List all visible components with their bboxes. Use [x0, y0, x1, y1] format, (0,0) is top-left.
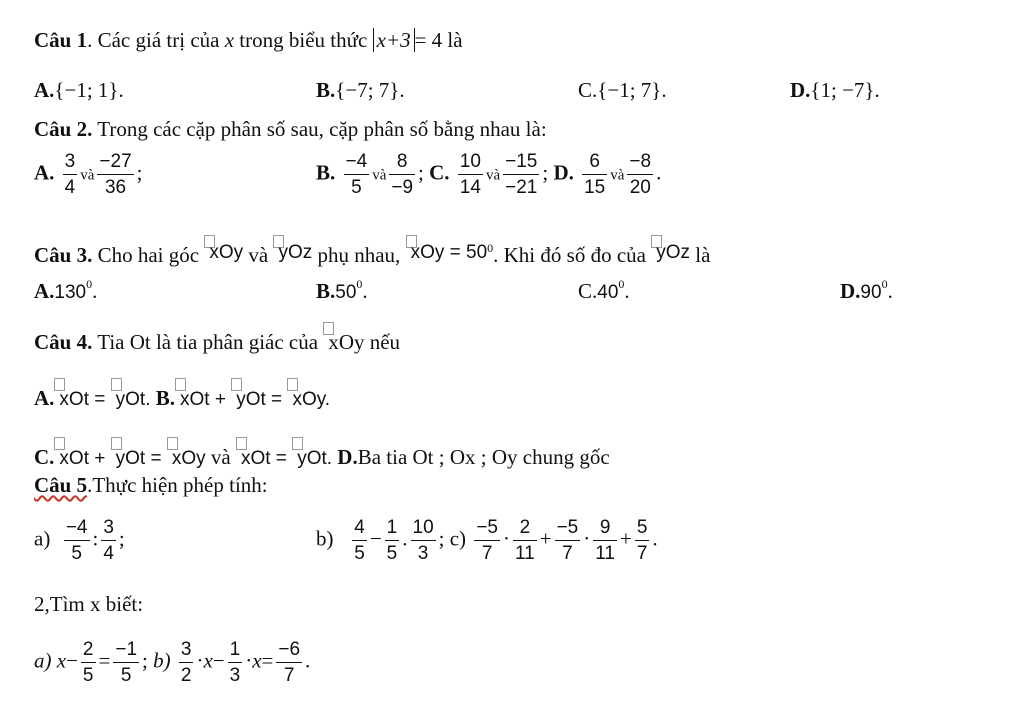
- fraction-den: 7: [481, 543, 493, 564]
- fraction: [582, 152, 607, 197]
- angle-label: xOt: [59, 448, 89, 469]
- degree-sign: 0: [881, 277, 888, 291]
- q3-text2: và: [243, 243, 274, 267]
- fraction-num: −4: [344, 152, 370, 175]
- degree-sign: 0: [487, 241, 494, 255]
- fraction-num: 10: [411, 518, 436, 541]
- degree-sign: 0: [618, 277, 625, 291]
- q4-text2: nếu: [364, 330, 401, 354]
- op: .: [402, 526, 408, 551]
- fraction: [555, 518, 581, 563]
- degree-sign: 0: [356, 277, 363, 291]
- q3-text3: phụ nhau,: [312, 243, 406, 267]
- q1-label: Câu 1: [34, 28, 88, 52]
- fraction-den: 14: [459, 177, 481, 198]
- q3-angle1: xOy: [209, 242, 244, 263]
- fraction-num: 2: [81, 640, 96, 663]
- fraction: [411, 518, 436, 563]
- q1-text3: là: [442, 28, 463, 52]
- punct: ;: [418, 160, 424, 185]
- fraction-den: 2: [180, 665, 192, 686]
- q3-option-b-value: 50: [335, 282, 357, 303]
- q1-abs-expr: x+3: [373, 28, 415, 52]
- op: +: [539, 526, 552, 551]
- punct: .: [887, 279, 893, 303]
- q1-rhs: = 4: [414, 28, 443, 52]
- fraction-num: −1: [113, 640, 139, 663]
- fraction: [97, 152, 133, 197]
- fraction-num: −15: [503, 152, 539, 175]
- q1-option-a-letter: A.: [34, 78, 55, 102]
- punct: .: [624, 279, 630, 303]
- var-x: x: [203, 648, 213, 673]
- q3-option-d: [840, 278, 893, 302]
- q1-option-c-value: {−1; 7}.: [597, 78, 667, 102]
- fraction-num: 5: [635, 518, 650, 541]
- op: +: [209, 389, 232, 410]
- fraction-den: 3: [417, 543, 429, 564]
- q1-option-d-value: {1; −7}.: [810, 78, 880, 102]
- fraction-den: −9: [391, 177, 414, 198]
- fraction-den: 7: [283, 665, 295, 686]
- fraction: [503, 152, 539, 197]
- punct: .: [656, 160, 662, 185]
- q1-option-d: [790, 80, 880, 101]
- op: ·: [502, 526, 510, 551]
- conj: và: [372, 167, 387, 184]
- conj: và: [205, 445, 236, 469]
- q1-option-b-letter: B.: [316, 78, 336, 102]
- degree-sign: 0: [86, 277, 93, 291]
- q4-label: Câu 4.: [34, 330, 93, 354]
- fraction-num: 3: [179, 640, 194, 663]
- op: =: [88, 389, 111, 410]
- punct: .: [362, 279, 368, 303]
- angle-label: xOt: [180, 389, 210, 410]
- fraction-num: 1: [228, 640, 243, 663]
- fraction: [113, 640, 139, 685]
- angle-label: xOt: [240, 448, 271, 469]
- fraction-den: 5: [386, 543, 398, 564]
- fraction: [344, 152, 370, 197]
- fraction: [627, 152, 653, 197]
- fraction: [458, 152, 483, 197]
- q4-option-c-letter: C.: [34, 445, 55, 469]
- fraction-den: 7: [636, 543, 648, 564]
- q2-option-a-letter: A.: [34, 160, 55, 185]
- op: =: [145, 448, 167, 469]
- fraction: [474, 518, 500, 563]
- fraction: [81, 640, 96, 685]
- punct: ;: [136, 160, 143, 185]
- q5-a-label: a): [34, 526, 51, 551]
- q1-option-a-value: {−1; 1}.: [54, 78, 124, 102]
- fraction-den: 5: [82, 665, 94, 686]
- fraction-num: 2: [513, 518, 537, 541]
- punct: .: [92, 279, 98, 303]
- punct: ;: [438, 526, 445, 551]
- q1-option-b-value: {−7; 7}.: [335, 78, 405, 102]
- op: :: [92, 526, 99, 551]
- q4-stem: [34, 322, 400, 353]
- angle-label: yOt.: [115, 389, 151, 410]
- q3-option-b: [316, 278, 368, 302]
- q5-stem: [34, 475, 268, 496]
- angle-label: xOy: [171, 448, 206, 469]
- q1-stem: [34, 30, 463, 51]
- q3-text1: Cho hai góc: [92, 243, 205, 267]
- q4-option-a-letter: A.: [34, 386, 55, 410]
- fraction-num: 4: [352, 518, 367, 541]
- q2-stem: [34, 119, 547, 140]
- fraction-num: −5: [474, 518, 500, 541]
- fraction-num: −6: [276, 640, 302, 663]
- q4-option-b-letter: B.: [155, 386, 175, 410]
- var-x: x: [56, 648, 67, 673]
- op: +: [619, 526, 632, 551]
- conj: và: [80, 167, 95, 184]
- q2-option-a: [34, 152, 143, 197]
- fraction-den: 11: [595, 543, 615, 564]
- q3-option-d-value: 90: [860, 282, 882, 303]
- fraction-den: 15: [584, 177, 606, 198]
- conj: và: [610, 167, 625, 184]
- op: =: [98, 648, 111, 673]
- angle-label: yOt: [115, 448, 146, 469]
- fraction: [276, 640, 302, 685]
- q5-b-label: b): [316, 526, 334, 551]
- q1-option-d-letter: D.: [790, 78, 811, 102]
- fraction-num: 9: [593, 518, 617, 541]
- q2-option-b-letter: B.: [316, 160, 336, 185]
- fraction: [385, 518, 400, 563]
- op: −: [66, 648, 78, 673]
- op: +: [88, 448, 111, 469]
- q2-options-bcd: [316, 152, 661, 197]
- op: ·: [245, 648, 253, 673]
- fraction-num: 3: [101, 518, 116, 541]
- angle-label: yOt.: [297, 448, 333, 469]
- punct: ;: [542, 160, 549, 185]
- q4-options-ab: [34, 378, 330, 409]
- fraction-num: −5: [555, 518, 581, 541]
- fraction: [513, 518, 537, 563]
- op: −: [369, 526, 382, 551]
- q3-option-a: [34, 278, 97, 302]
- q2-option-c-letter: C.: [429, 160, 450, 185]
- fraction: [593, 518, 617, 563]
- q3-angle3: xOy: [410, 242, 445, 263]
- part2-a-label: a): [34, 648, 52, 673]
- fraction-num: 8: [389, 152, 415, 175]
- fraction: [179, 640, 194, 685]
- q4-option-d-letter: D.: [337, 445, 358, 469]
- op: −: [212, 648, 225, 673]
- fraction: [63, 152, 78, 197]
- q1-option-c-letter: C.: [578, 78, 598, 102]
- angle-label: xOt: [59, 389, 89, 410]
- q1-text2: trong biểu thức: [234, 28, 373, 52]
- fraction-num: 3: [63, 152, 78, 175]
- fraction-den: 3: [229, 665, 241, 686]
- op: ·: [583, 526, 591, 551]
- q3-eq: = 50: [444, 242, 488, 263]
- q3-option-d-letter: D.: [840, 279, 861, 303]
- punct: ;: [118, 526, 125, 551]
- conj: và: [485, 167, 501, 184]
- op: =: [270, 448, 293, 469]
- fraction-den: 5: [351, 177, 362, 198]
- q3-option-b-letter: B.: [316, 279, 336, 303]
- op: ·: [196, 648, 204, 673]
- q5-c-label: c): [449, 526, 467, 551]
- part2-b-label: b): [153, 648, 171, 673]
- fraction-num: −27: [97, 152, 133, 175]
- fraction: [64, 518, 90, 563]
- fraction-num: 6: [582, 152, 607, 175]
- fraction: [635, 518, 650, 563]
- part2-equations: [34, 640, 310, 685]
- q3-angle2: yOz: [278, 242, 313, 263]
- fraction-den: 5: [120, 665, 132, 686]
- fraction-den: 20: [629, 177, 651, 198]
- q5-part-bc: [316, 518, 658, 563]
- fraction-den: 5: [354, 543, 365, 564]
- q3-option-c: [578, 278, 630, 302]
- fraction-den: 7: [562, 543, 573, 564]
- fraction: [101, 518, 116, 563]
- fraction-den: 4: [103, 543, 114, 564]
- q1-option-c: [578, 80, 667, 101]
- fraction: [228, 640, 243, 685]
- q3-option-a-value: 130: [54, 282, 87, 303]
- q3-text5: là: [690, 243, 711, 267]
- fraction-num: −8: [627, 152, 653, 175]
- var-x: x: [252, 648, 262, 673]
- fraction: [352, 518, 367, 563]
- op: =: [261, 648, 274, 673]
- q1-option-a: [34, 80, 124, 101]
- q4-text: Tia Ot là tia phân giác của: [92, 330, 324, 354]
- q2-label: Câu 2.: [34, 117, 93, 141]
- q1-option-b: [316, 80, 405, 101]
- q2-text: Trong các cặp phân số sau, cặp phân số bằng nhau là:: [92, 117, 547, 141]
- q3-stem: [34, 235, 710, 266]
- q3-angle4: yOz: [656, 242, 690, 263]
- q1-var: x: [224, 28, 235, 52]
- q5-label: Câu 5: [34, 473, 88, 497]
- q3-option-a-letter: A.: [34, 279, 55, 303]
- q2-option-d-letter: D.: [553, 160, 574, 185]
- q4-angle: xOy: [328, 330, 365, 354]
- punct: .: [652, 526, 658, 551]
- punct: ;: [142, 648, 148, 673]
- part2-title: 2,Tìm x biết:: [34, 592, 144, 616]
- q5-title: .Thực hiện phép tính:: [87, 473, 268, 497]
- q5-part-a: [34, 518, 125, 563]
- fraction-den: 11: [514, 543, 535, 564]
- angle-label: xOy.: [292, 389, 331, 410]
- fraction-num: −4: [64, 518, 90, 541]
- q3-text4: . Khi đó số đo của: [493, 243, 652, 267]
- fraction-den: −21: [505, 177, 538, 198]
- punct: .: [305, 648, 311, 673]
- fraction-den: 5: [71, 543, 82, 564]
- q3-label: Câu 3.: [34, 243, 93, 267]
- q4-options-cd: [34, 437, 610, 468]
- op: =: [265, 389, 288, 410]
- fraction-num: 10: [458, 152, 483, 175]
- q1-text: . Các giá trị của: [87, 28, 225, 52]
- q3-option-c-letter: C.: [578, 279, 598, 303]
- fraction-den: 36: [104, 177, 127, 198]
- fraction-num: 1: [385, 518, 400, 541]
- q3-option-c-value: 40: [597, 282, 619, 303]
- angle-label: yOt: [236, 389, 266, 410]
- fraction: [389, 152, 415, 197]
- q4-option-d-text: Ba tia Ot ; Ox ; Oy chung gốc: [357, 445, 610, 469]
- fraction-den: 4: [64, 177, 76, 198]
